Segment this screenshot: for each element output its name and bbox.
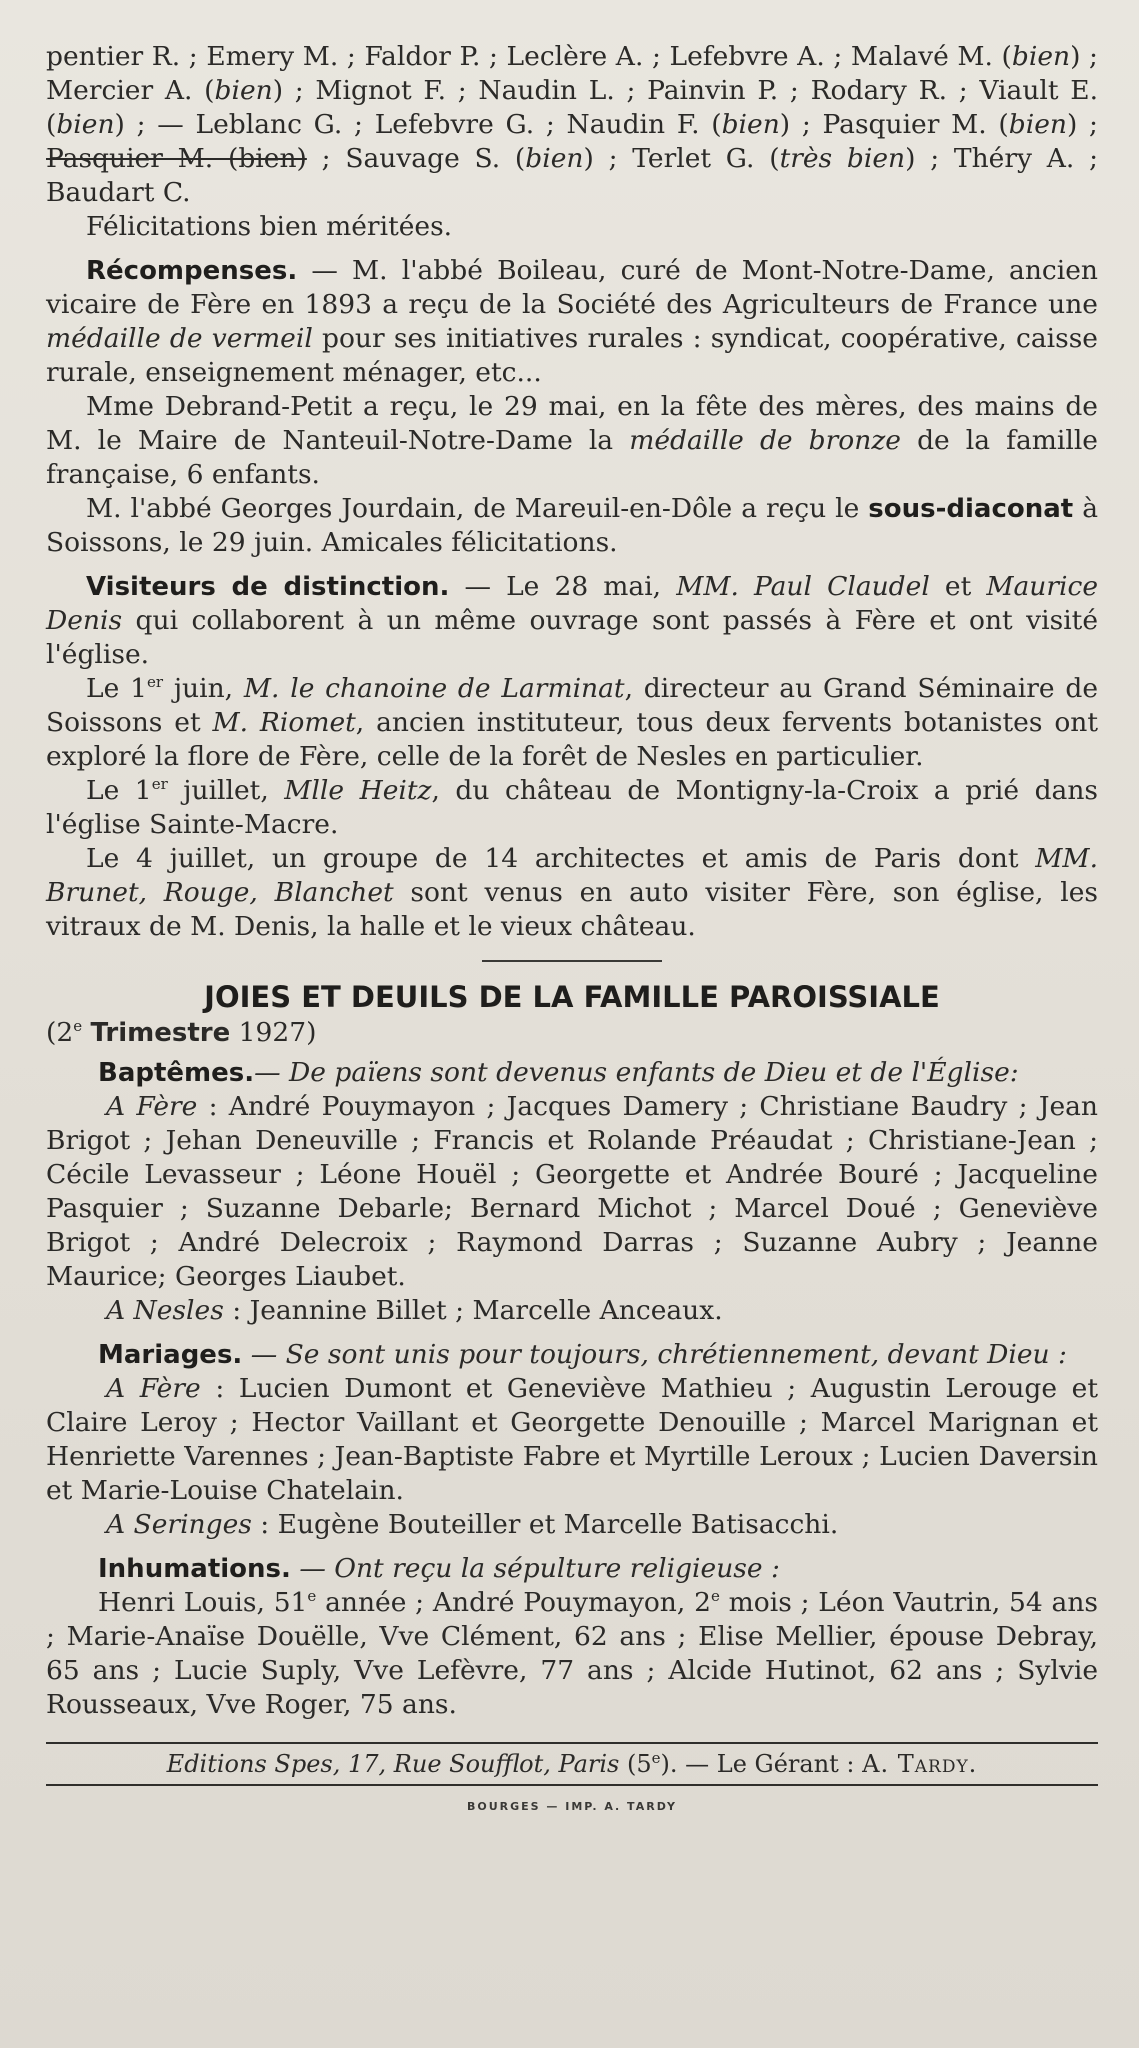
text-column	[46, 40, 1098, 1813]
mariages-seringes-list: A Seringes : Eugène Bouteiller et Marcelle Batisacchi.	[106, 1509, 839, 1540]
printer-imprint: BOURGES — IMP. A. TARDY	[466, 1800, 677, 1813]
section-subtitle: (2e Trimestre 1927)	[46, 1017, 317, 1048]
section-divider	[482, 960, 662, 962]
baptemes-nesles-list: A Nesles : Jeannine Billet ; Marcelle Anceaux.	[106, 1295, 723, 1326]
baptemes-heading: Baptêmes.	[98, 1058, 255, 1088]
section-title: JOIES ET DEUILS DE LA FAMILLE PAROISSIALE	[204, 980, 940, 1014]
inhumations-heading-line: Inhumations. — Ont reçu la sépulture religieuse :	[98, 1553, 780, 1584]
congratulations-line: Félicitations bien méritées.	[86, 211, 453, 242]
visiteurs-paragraph: Visiteurs de distinction. — Le 28 mai, MM. Paul Claudel et Maurice Denis qui collaborent à un même ouvrage sont passés à Fère et ont visité l'église.	[46, 571, 1099, 670]
mariages-heading: Mariages.	[98, 1340, 243, 1370]
results-list-paragraph: pentier R. ; Emery M. ; Faldor P. ; Leclère A. ; Lefebvre A. ; Malavé M. (bien) ; Mercier A. (bien) ; Mignot F. ; Naudin L. ; Painvin P. ; Rodary R. ; Viault E. (bien) ; — Leblanc G. ; Lefebvre G. ; Naudin F. (bien) ; Pasquier M. (bien) ; Pasquier M. (bien) ; Sauvage S. (bien) ; Terlet G. (très bien) ; Théry A. ; Baudart C.	[46, 41, 1099, 208]
visiteurs-heading: Visiteurs de distinction.	[86, 572, 450, 602]
publisher-footer: Editions Spes, 17, Rue Soufflot, Paris (5e). — Le Gérant : A. Tardy.	[166, 1749, 978, 1778]
heitz-paragraph: Le 1er juillet, Mlle Heitz, du château de Montigny-la-Croix a prié dans l'église Sainte-Macre.	[46, 775, 1098, 840]
jourdain-paragraph: M. l'abbé Georges Jourdain, de Mareuil-en-Dôle a reçu le sous-diaconat à Soissons, le 29 juin. Amicales félicitations.	[46, 493, 1098, 558]
struck-entry: Pasquier M. (bien)	[46, 143, 307, 174]
recompenses-heading: Récompenses.	[86, 256, 298, 286]
footer-rule-bottom	[46, 1784, 1098, 1786]
architectes-paragraph: Le 4 juillet, un groupe de 14 architectes et amis de Paris dont MM. Brunet, Rouge, Blanchet sont venus en auto visiter Fère, son église, les vitraux de M. Denis, la halle et le vieux château.	[46, 843, 1098, 942]
recompenses-paragraph: Récompenses. — M. l'abbé Boileau, curé de Mont-Notre-Dame, ancien vicaire de Fère en 1893 a reçu de la Société des Agriculteurs de France une médaille de vermeil pour ses initiatives rurales : syndicat, coopérative, caisse rurale, enseignement ménager, etc...	[46, 255, 1098, 388]
mariages-heading-line: Mariages. — Se sont unis pour toujours, chrétiennement, devant Dieu :	[98, 1339, 1067, 1370]
larminat-paragraph: Le 1er juin, M. le chanoine de Larminat, directeur au Grand Séminaire de Soissons et M. Riomet, ancien instituteur, tous deux fervents botanistes ont exploré la flore de Fère, celle de la forêt de Nesles en particulier.	[46, 673, 1098, 772]
debrand-petit-paragraph: Mme Debrand-Petit a reçu, le 29 mai, en la fête des mères, des mains de M. le Maire de Nanteuil-Notre-Dame la médaille de bronze de la famille française, 6 enfants.	[46, 391, 1098, 490]
baptemes-heading-line: Baptêmes.— De païens sont devenus enfants de Dieu et de l'Église:	[98, 1057, 1019, 1088]
inhumations-list: Henri Louis, 51e année ; André Pouymayon, 2e mois ; Léon Vautrin, 54 ans ; Marie-Anaïse Douëlle, Vve Clément, 62 ans ; Elise Mellier, épouse Debray, 65 ans ; Lucie Suply, Vve Lefèvre, 77 ans ; Alcide Hutinot, 62 ans ; Sylvie Rousseaux, Vve Roger, 75 ans.	[46, 1587, 1098, 1720]
mariages-fere-list: A Fère : Lucien Dumont et Geneviève Mathieu ; Augustin Lerouge et Claire Leroy ; Hector Vaillant et Georgette Denouille ; Marcel Marignan et Henriette Varennes ; Jean-Baptiste Fabre et Myrtille Leroux ; Lucien Daversin et Marie-Louise Chatelain.	[46, 1373, 1098, 1506]
inhumations-heading: Inhumations.	[98, 1554, 291, 1584]
baptemes-fere-list: A Fère : André Pouymayon ; Jacques Damery ; Christiane Baudry ; Jean Brigot ; Jehan Deneuville ; Francis et Rolande Préaudat ; Christiane-Jean ; Cécile Levasseur ; Léone Houël ; Georgette et Andrée Bouré ; Jacqueline Pasquier ; Suzanne Debarle; Bernard Michot ; Marcel Doué ; Geneviève Brigot ; André Delecroix ; Raymond Darras ; Suzanne Aubry ; Jeanne Maurice; Georges Liaubet.	[46, 1091, 1098, 1292]
